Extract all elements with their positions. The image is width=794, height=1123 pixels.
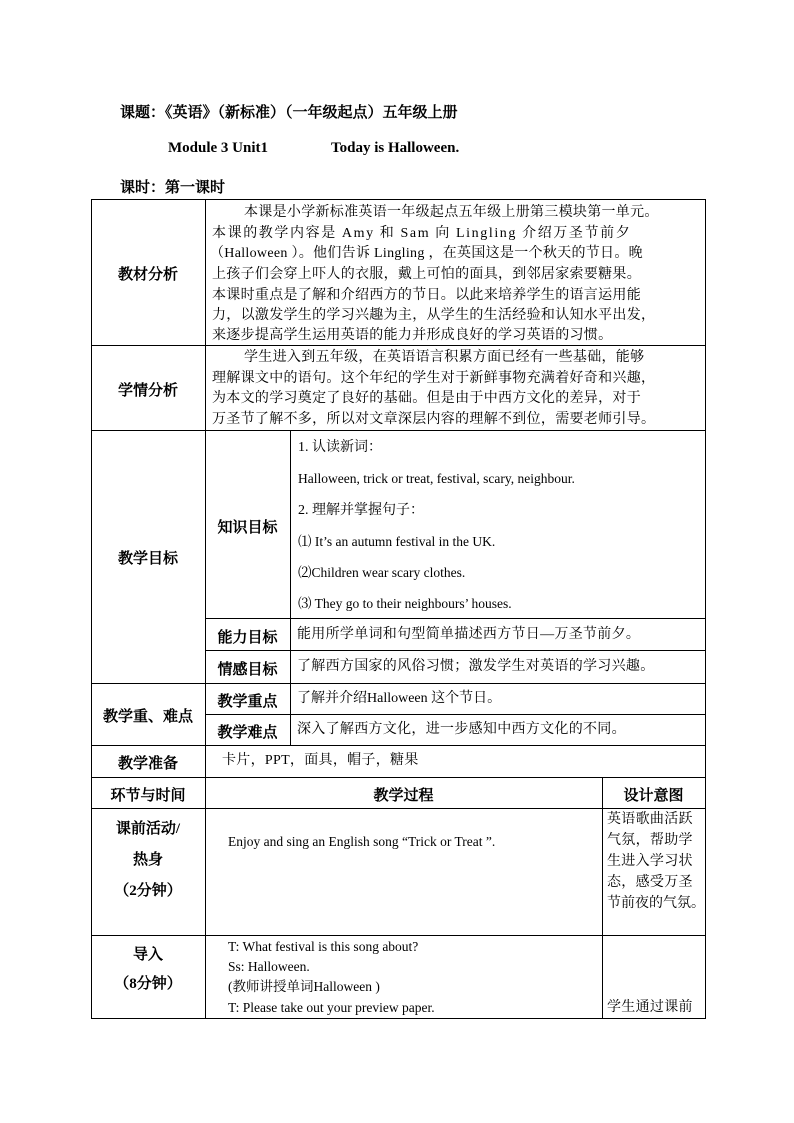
ability-goal-label: 能力目标: [217, 630, 278, 646]
knowledge-goal-label: 知识目标: [217, 520, 278, 536]
lesson-title: Today is Halloween.: [331, 140, 460, 156]
preparation-label: 教学准备: [117, 756, 178, 772]
preparation-text: 卡片，PPT，面具，帽子，糖果: [222, 753, 419, 768]
difficulty-label: 教学难点: [217, 725, 278, 741]
unit-title: Module 3 Unit1: [168, 140, 269, 156]
column-header-process: 教学过程: [373, 788, 434, 804]
ability-goal-text: 能用所学单词和句型简单描述西方节日—万圣节前夕。: [297, 627, 641, 642]
lesson-subject: 课题：《英语》（新标准）（一年级起点）五年级上册: [120, 105, 458, 121]
warmup-process: Enjoy and sing an English song “Trick or Treat ”.: [228, 834, 496, 849]
emotion-goal-label: 情感目标: [217, 662, 278, 678]
student-analysis-label: 学情分析: [117, 383, 178, 399]
column-header-design: 设计意图: [623, 788, 684, 804]
objectives-label: 教学目标: [117, 551, 178, 567]
key-points-label: 教学重、难点: [102, 709, 193, 725]
emotion-goal-text: 了解西方国家的风俗习惯；激发学生对英语的学习兴趣。: [297, 659, 655, 674]
class-period: 课时：第一课时: [120, 180, 226, 196]
column-header-stage: 环节与时间: [110, 788, 186, 804]
focus-label: 教学重点: [217, 694, 278, 710]
leadin-design: 学生通过课前: [607, 1000, 693, 1015]
focus-text: 了解并介绍Halloween 这个节日。: [297, 691, 502, 706]
textbook-analysis-label: 教材分析: [117, 267, 178, 283]
difficulty-text: 深入了解西方文化，进一步感知中西方文化的不同。: [297, 722, 626, 737]
